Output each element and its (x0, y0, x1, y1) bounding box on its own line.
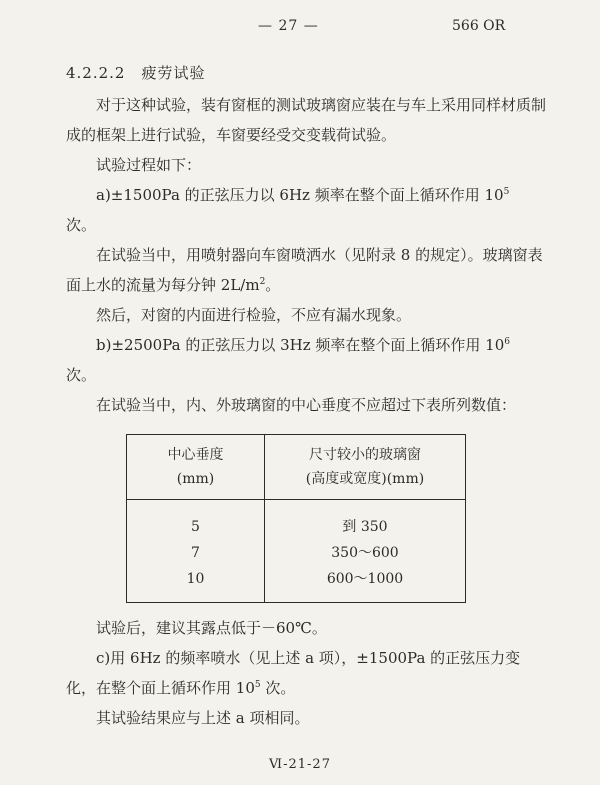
table-cell: 到 350 (342, 519, 388, 535)
table-cell: 10 (186, 571, 205, 587)
document-code: 566 OR (452, 18, 506, 34)
table-cell: 7 (191, 545, 200, 561)
deflection-values (127, 500, 265, 603)
header-label: 中心垂度 (167, 447, 224, 463)
spray-exponent: 2 (259, 277, 266, 287)
section-heading: 4.2.2.2 疲劳试验 (66, 64, 206, 82)
step-c-exponent: 5 (254, 680, 261, 690)
table-cell: 350～600 (331, 545, 399, 561)
after-test-paragraph: 试验后，建议其露点低于－60℃。 (96, 619, 327, 637)
window-size-values (265, 500, 466, 603)
step-b-text: b)±2500Pa 的正弦压力以 3Hz 频率在整个面上循环作用 10 (96, 336, 505, 354)
table-header-window-size (265, 435, 466, 500)
table-row (127, 500, 466, 603)
step-b-exponent: 6 (504, 337, 510, 347)
step-c-text: c)用 6Hz 的频率喷水（见上述 a 项），±1500Pa 的正弦压力变化，在整个面上循环作用 10 (66, 649, 521, 697)
spray-paragraph (66, 240, 546, 300)
table-header-deflection (127, 435, 265, 500)
page-header (0, 14, 600, 40)
step-a-text: a)±1500Pa 的正弦压力以 6Hz 频率在整个面上循环作用 10 (96, 186, 504, 204)
header-label: 尺寸较小的玻璃窗 (309, 447, 421, 463)
header-unit: (mm) (176, 471, 215, 487)
inspect-paragraph: 然后，对窗的内面进行检验，不应有漏水现象。 (96, 306, 412, 324)
spray-suffix: 。 (265, 276, 281, 294)
table-cell: 600～1000 (326, 571, 404, 587)
page-body (66, 58, 546, 733)
table-cell: 5 (191, 519, 200, 535)
header-unit: (高度或宽度)(mm) (305, 471, 425, 487)
step-b (66, 330, 546, 390)
step-a-suffix: 次。 (66, 216, 97, 234)
result-paragraph: 其试验结果应与上述 a 项相同。 (96, 709, 310, 727)
step-a-exponent: 5 (503, 187, 510, 197)
step-b-suffix: 次。 (66, 366, 97, 384)
step-c (66, 643, 546, 703)
process-label: 试验过程如下： (96, 156, 202, 174)
step-c-suffix: 次。 (260, 679, 296, 697)
deflection-intro: 在试验当中，内、外玻璃窗的中心垂度不应超过下表所列数值： (96, 396, 517, 414)
page-footer: Ⅵ-21-27 (269, 757, 331, 772)
step-a (66, 180, 546, 240)
page-number: — 27 — (258, 18, 319, 34)
spray-text: 在试验当中，用喷射器向车窗喷洒水（见附录 8 的规定）。玻璃窗表面上水的流量为每分钟 2L/m (66, 246, 543, 294)
table-header-row (127, 435, 466, 500)
deflection-table (126, 434, 466, 603)
intro-paragraph: 对于这种试验，装有窗框的测试玻璃窗应装在与车上采用同样材质制成的框架上进行试验，车窗要经受交变载荷试验。 (66, 96, 547, 144)
